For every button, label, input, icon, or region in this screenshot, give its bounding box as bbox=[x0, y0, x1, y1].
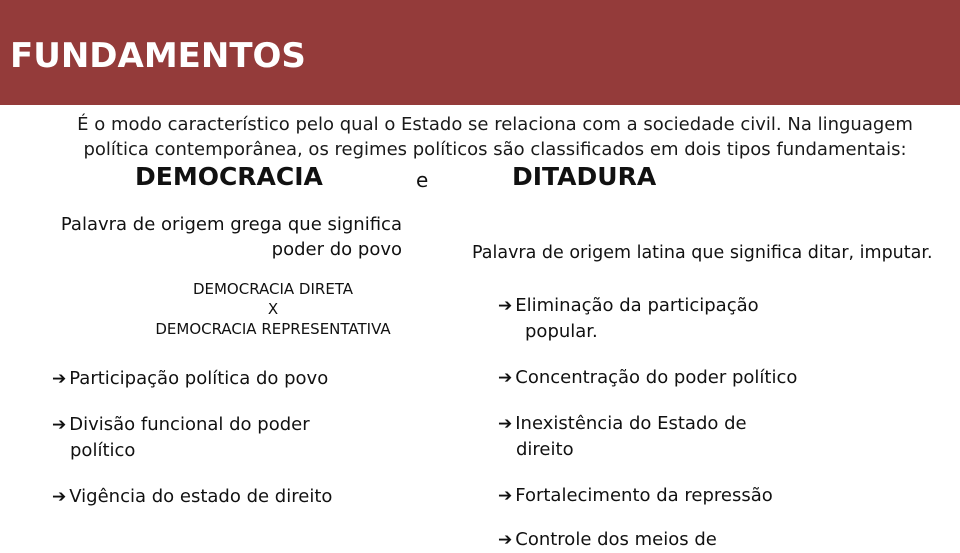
right-arrow-icon: ➔ bbox=[498, 296, 513, 316]
democracia-item-2-text-2: político bbox=[70, 440, 136, 461]
democracia-definition-line-1: Palavra de origem grega que significa bbox=[60, 214, 402, 235]
heading-conjunction: e bbox=[416, 168, 429, 192]
versus-mark: X bbox=[267, 300, 279, 318]
democracia-direta: DEMOCRACIA DIRETA bbox=[192, 280, 354, 298]
ditadura-item-5-text: Controle dos meios de bbox=[515, 529, 717, 550]
intro-line-1: É o modo característico pelo qual o Estado se relaciona com a sociedade civil. Na linguagem bbox=[77, 114, 913, 135]
ditadura-item-3 bbox=[498, 411, 747, 462]
title-banner bbox=[0, 0, 960, 105]
democracia-definition-line-2: poder do povo bbox=[271, 239, 402, 260]
democracia-item-3 bbox=[52, 484, 332, 510]
democracia-item-2 bbox=[52, 412, 310, 463]
ditadura-item-3-text-1: Inexistência do Estado de bbox=[515, 413, 747, 434]
ditadura-item-3-text-2: direito bbox=[516, 439, 574, 460]
right-arrow-icon: ➔ bbox=[52, 415, 67, 435]
ditadura-item-4 bbox=[498, 483, 773, 509]
democracia-item-2-text-1: Divisão funcional do poder bbox=[69, 414, 310, 435]
right-arrow-icon: ➔ bbox=[52, 487, 67, 507]
ditadura-item-1-text-1: Eliminação da participação bbox=[515, 295, 759, 316]
right-arrow-icon: ➔ bbox=[498, 368, 513, 388]
right-arrow-icon: ➔ bbox=[498, 414, 513, 434]
democracia-item-3-text: Vigência do estado de direito bbox=[69, 486, 333, 507]
page-title: FUNDAMENTOS bbox=[10, 36, 306, 76]
ditadura-item-1-text-2: popular. bbox=[525, 321, 598, 342]
ditadura-definition: Palavra de origem latina que significa ditar, imputar. bbox=[472, 243, 933, 263]
heading-ditadura: DITADURA bbox=[512, 162, 657, 191]
ditadura-item-2-text: Concentração do poder político bbox=[515, 367, 798, 388]
intro-paragraph bbox=[30, 112, 960, 162]
right-arrow-icon: ➔ bbox=[52, 369, 67, 389]
right-arrow-icon: ➔ bbox=[498, 486, 513, 506]
ditadura-item-4-text: Fortalecimento da repressão bbox=[515, 485, 773, 506]
democracia-representativa: DEMOCRACIA REPRESENTATIVA bbox=[155, 320, 391, 338]
democracia-item-1 bbox=[52, 366, 328, 392]
heading-democracia: DEMOCRACIA bbox=[135, 162, 323, 191]
ditadura-item-1 bbox=[498, 293, 759, 344]
democracia-definition bbox=[52, 212, 402, 262]
democracia-types bbox=[130, 279, 416, 339]
ditadura-item-5 bbox=[498, 527, 717, 553]
right-arrow-icon: ➔ bbox=[498, 530, 513, 550]
democracia-item-1-text: Participação política do povo bbox=[69, 368, 329, 389]
ditadura-item-2 bbox=[498, 365, 797, 391]
intro-line-2: política contemporânea, os regimes políticos são classificados em dois tipos fundamentais: bbox=[83, 139, 907, 160]
